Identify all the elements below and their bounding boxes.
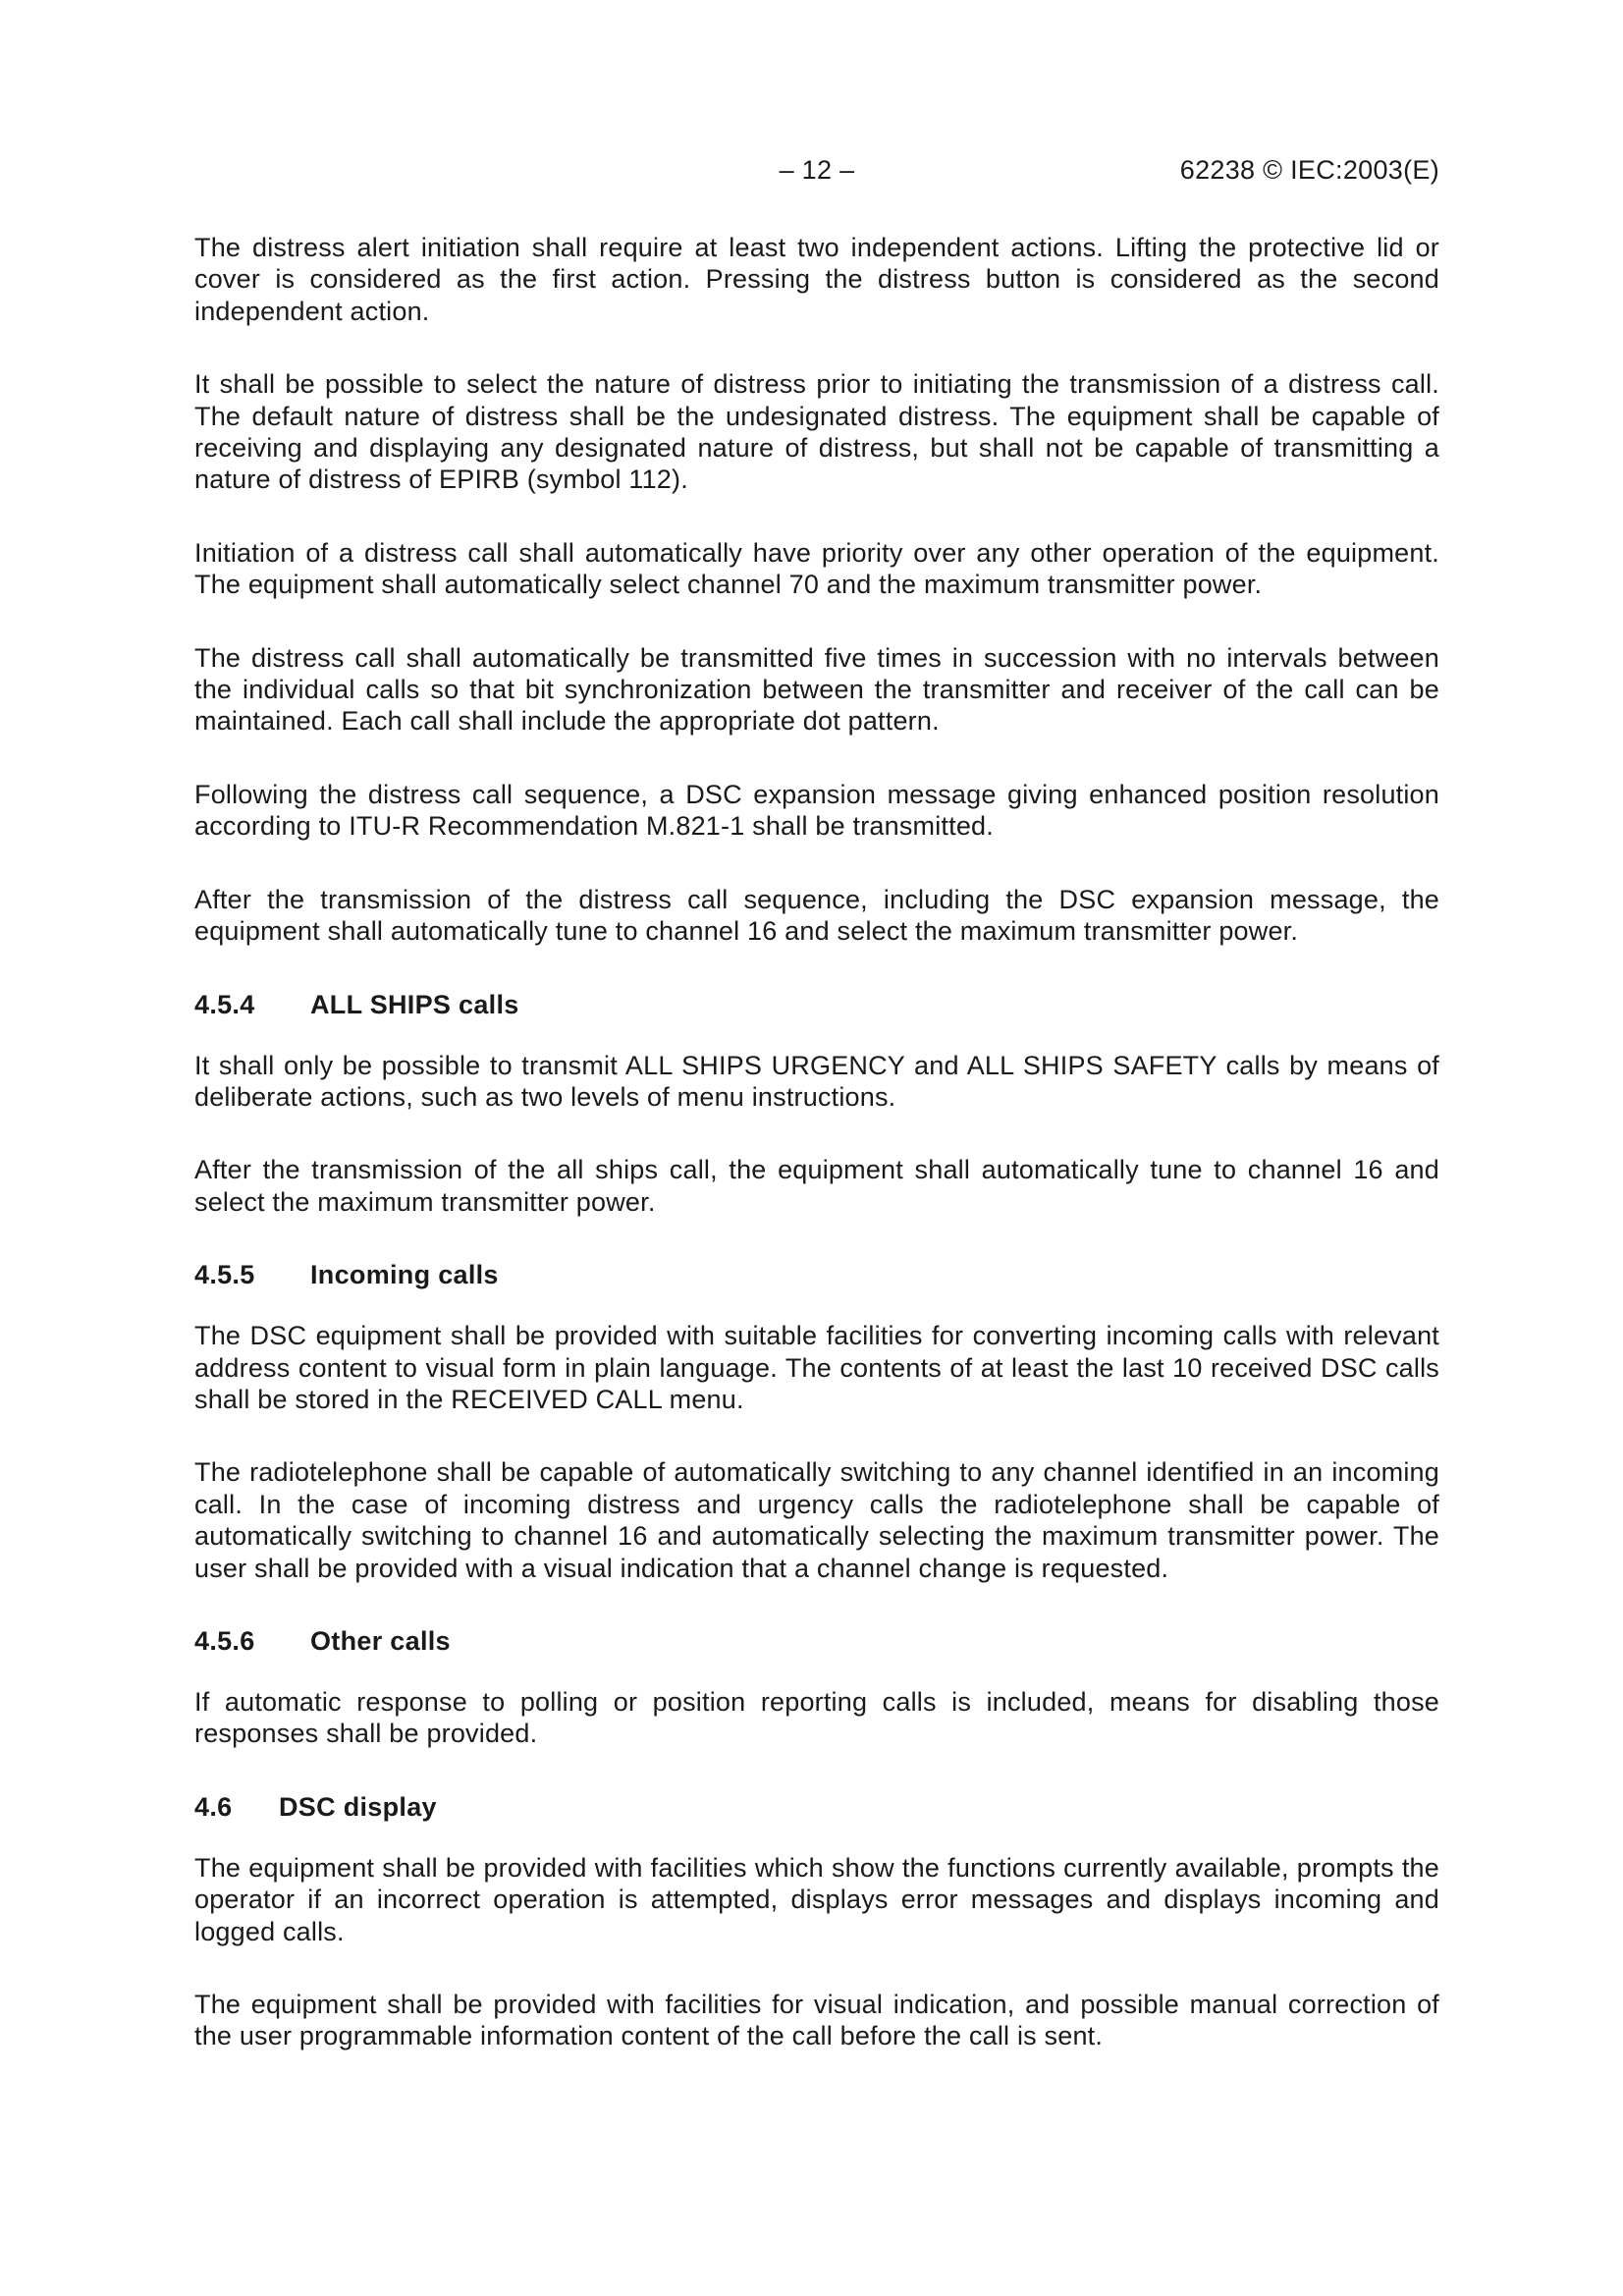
section-title: Other calls bbox=[310, 1625, 451, 1656]
paragraph: The distress call shall automatically be transmitted five times in succession with no intervals between the individual calls so that bit synchronization between the transmitter and receiver of the call can be maintained. Each call shall include the appropriate dot pattern. bbox=[194, 642, 1439, 737]
section-number: 4.5.5 bbox=[194, 1260, 255, 1290]
page-number: – 12 – bbox=[779, 155, 855, 185]
paragraph: It shall only be possible to transmit ALL SHIPS URGENCY and ALL SHIPS SAFETY calls by means of deliberate actions, such as two levels of menu instructions. bbox=[194, 1050, 1439, 1112]
page-content bbox=[194, 232, 1439, 2094]
paragraph: It shall be possible to select the nature of distress prior to initiating the transmission of a distress call. The default nature of distress shall be the undesignated distress. The equipment shall be capable of receiving and displaying any designated nature of distress, but shall not be capable of transmitting a nature of distress of EPIRB (symbol 112). bbox=[194, 369, 1439, 495]
section-number: 4.6 bbox=[194, 1791, 233, 1822]
paragraph: The equipment shall be provided with facilities for visual indication, and possible manual correction of the user programmable information content of the call before the call is sent. bbox=[194, 1990, 1439, 2051]
paragraph: After the transmission of the all ships call, the equipment shall automatically tune to channel 16 and select the maximum transmitter power. bbox=[194, 1155, 1439, 1217]
section-title: DSC display bbox=[279, 1791, 437, 1822]
document-id: 62238 © IEC:2003(E) bbox=[1179, 155, 1439, 185]
paragraph: Following the distress call sequence, a DSC expansion message giving enhanced position resolution according to ITU-R Recommendation M.821-1 shall be transmitted. bbox=[194, 779, 1439, 842]
section-heading-4-6 bbox=[194, 1791, 1439, 1823]
section-title: ALL SHIPS calls bbox=[310, 989, 519, 1019]
section-number: 4.5.6 bbox=[194, 1625, 255, 1656]
paragraph: The radiotelephone shall be capable of automatically switching to any channel identified in an incoming call. In the case of incoming distress and urgency calls the radiotelephone shall be capable of automatically switching to channel 16 and automatically selecting the maximum transmitter power. The user shall be provided with a visual indication that a channel change is requested. bbox=[194, 1457, 1439, 1583]
paragraph: Initiation of a distress call shall automatically have priority over any other operation of the equipment. The equipment shall automatically select channel 70 and the maximum transmitter power. bbox=[194, 537, 1439, 600]
section-number: 4.5.4 bbox=[194, 989, 255, 1019]
section-heading-4-5-5 bbox=[194, 1259, 1439, 1290]
section-heading-4-5-4 bbox=[194, 989, 1439, 1020]
paragraph: If automatic response to polling or position reporting calls is included, means for disabling those responses shall be provided. bbox=[194, 1686, 1439, 1749]
paragraph: The equipment shall be provided with facilities which show the functions currently available, prompts the operator if an incorrect operation is attempted, displays error messages and displays incoming and logged calls. bbox=[194, 1852, 1439, 1946]
page-header bbox=[194, 155, 1439, 194]
paragraph: The distress alert initiation shall require at least two independent actions. Lifting the protective lid or cover is considered as the first action. Pressing the distress button is considered as the second independent action. bbox=[194, 233, 1439, 326]
paragraph: The DSC equipment shall be provided with suitable facilities for converting incoming calls with relevant address content to visual form in plain language. The contents of at least the last 10 received DSC calls shall be stored in the RECEIVED CALL menu. bbox=[194, 1321, 1439, 1414]
section-heading-4-5-6 bbox=[194, 1625, 1439, 1657]
paragraph: After the transmission of the distress call sequence, including the DSC expansion message, the equipment shall automatically tune to channel 16 and select the maximum transmitter power. bbox=[194, 884, 1439, 947]
section-title: Incoming calls bbox=[310, 1260, 499, 1290]
